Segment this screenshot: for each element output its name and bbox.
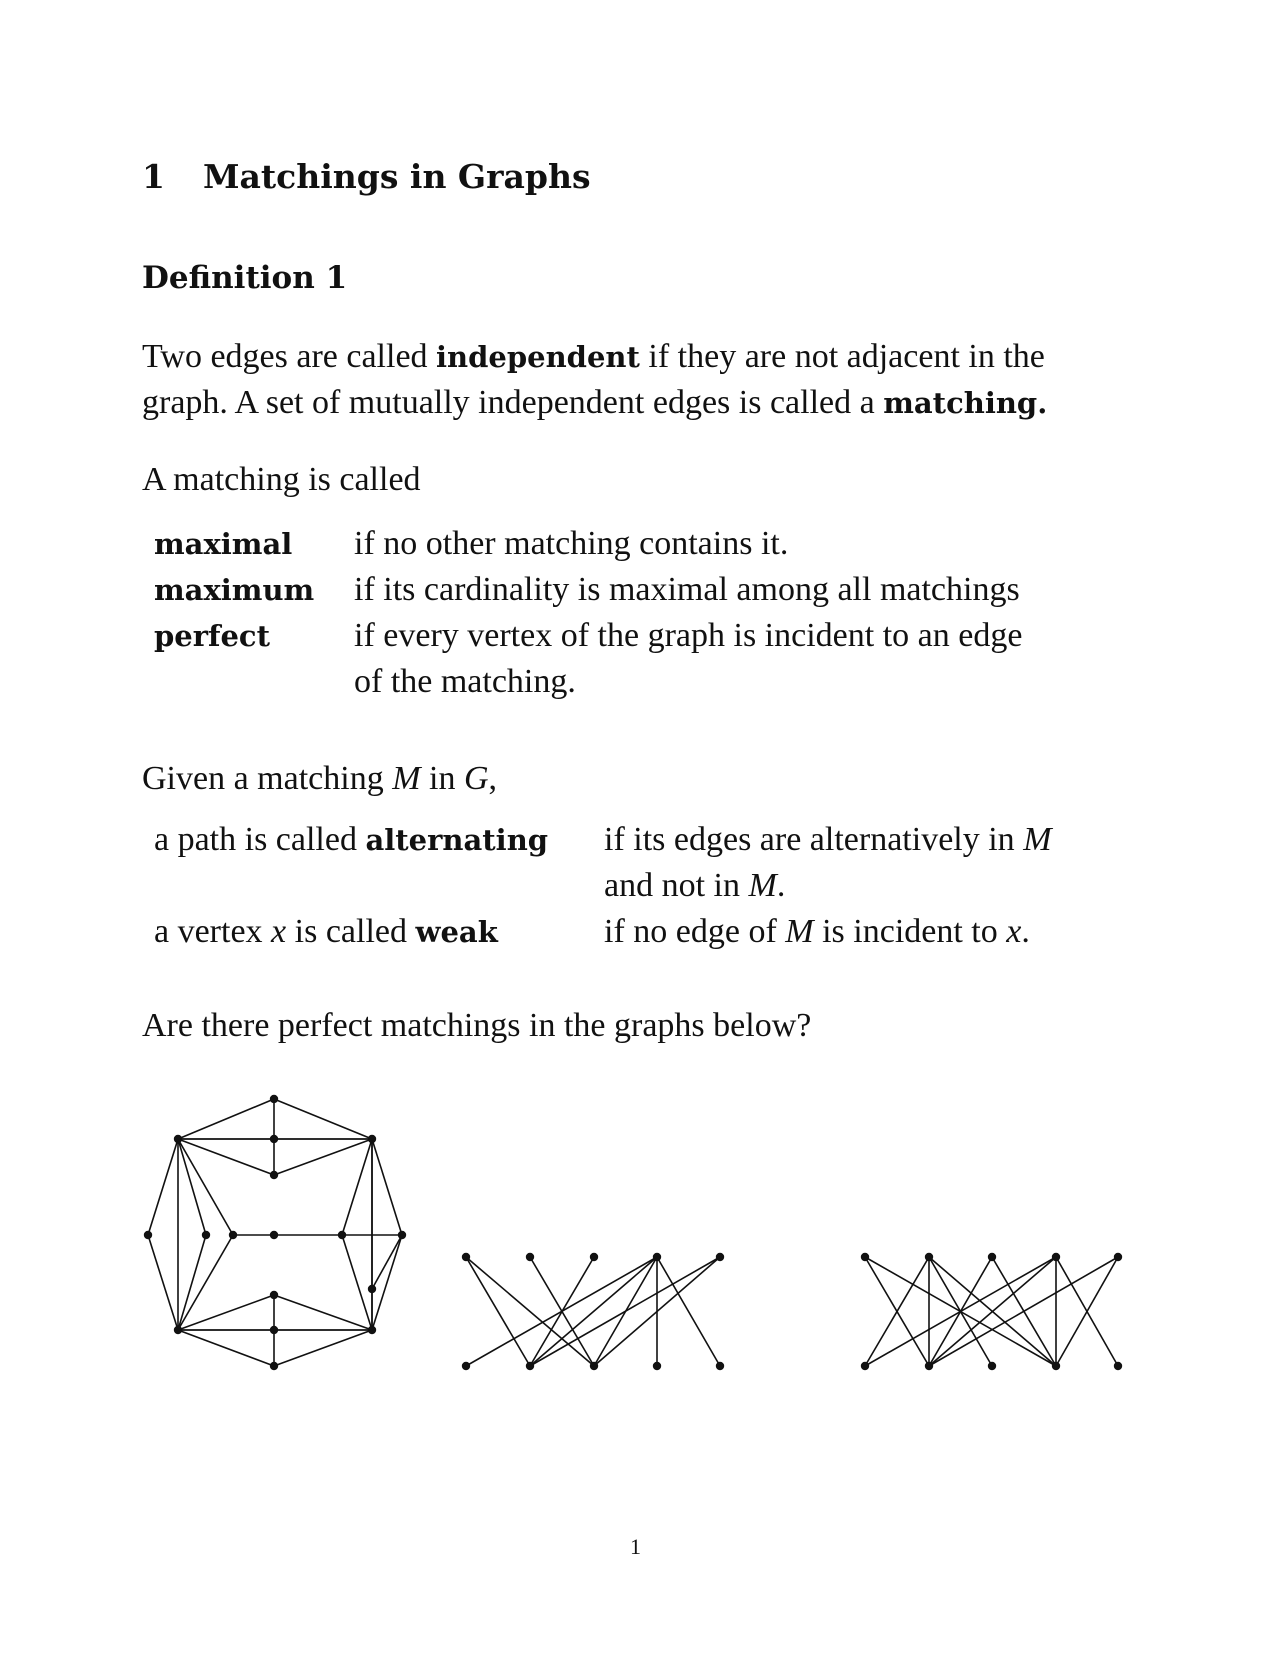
- graph-vertex: [202, 1231, 210, 1239]
- graph-vertex: [270, 1231, 278, 1239]
- term-weak: weak: [415, 915, 498, 949]
- graph-vertex: [590, 1362, 598, 1370]
- math-M: M: [748, 867, 777, 904]
- graph-vertex: [368, 1285, 376, 1293]
- graph-edge: [530, 1257, 657, 1366]
- graph-vertex: [653, 1362, 661, 1370]
- term-maximal: maximal: [154, 527, 293, 561]
- text-segment: if they are not adjacent in the: [639, 338, 1045, 375]
- text-segment: is called: [286, 913, 416, 950]
- desc-perfect-line1: if every vertex of the graph is incident to an edge: [354, 617, 1023, 654]
- term-maximum: maximum: [154, 573, 315, 607]
- graph-vertex: [270, 1171, 278, 1179]
- graph-vertex: [988, 1362, 996, 1370]
- graph-edge: [342, 1139, 372, 1235]
- text-segment: if its edges are alternatively in: [604, 821, 1024, 858]
- graph-edge: [466, 1257, 530, 1366]
- desc-maximal: if no other matching contains it.: [354, 525, 789, 562]
- section-number: 1: [142, 157, 165, 196]
- graph-edge: [274, 1139, 372, 1175]
- graph-vertex: [1114, 1253, 1122, 1261]
- graph-edge: [178, 1330, 274, 1366]
- graph-edge: [274, 1295, 372, 1330]
- graph-edge: [178, 1139, 274, 1175]
- math-M: M: [1023, 821, 1052, 858]
- graph-vertex: [653, 1253, 661, 1261]
- graph-edge: [274, 1099, 372, 1139]
- graph-vertex: [988, 1253, 996, 1261]
- graph-vertex: [861, 1253, 869, 1261]
- graph-vertex: [925, 1253, 933, 1261]
- graph-edge: [148, 1235, 178, 1330]
- text-segment: .: [1021, 913, 1030, 950]
- math-M: M: [392, 760, 421, 797]
- text-segment: if no edge of: [604, 913, 786, 950]
- graph-edge: [178, 1295, 274, 1330]
- graph-vertex: [716, 1253, 724, 1261]
- graph-edge: [274, 1330, 372, 1366]
- graph-vertex: [144, 1231, 152, 1239]
- graph-octagon: [144, 1095, 406, 1370]
- graph-vertex: [270, 1291, 278, 1299]
- graph-vertex: [925, 1362, 933, 1370]
- graph-vertex: [1114, 1362, 1122, 1370]
- graph-edge: [530, 1257, 720, 1366]
- graph-vertex: [861, 1362, 869, 1370]
- graph-vertex: [270, 1326, 278, 1334]
- text-segment: .: [776, 867, 786, 904]
- term-independent: independent: [436, 340, 640, 374]
- graph-vertex: [174, 1326, 182, 1334]
- question: Are there perfect matchings in the graphs below?: [142, 1007, 812, 1044]
- graph-vertex: [1052, 1253, 1060, 1261]
- graph-vertex: [270, 1095, 278, 1103]
- graph-vertex: [368, 1326, 376, 1334]
- graph-bipartite-1: [462, 1253, 724, 1370]
- graph-edge: [342, 1235, 372, 1330]
- definition-title: Definition 1: [142, 260, 348, 296]
- graph-vertex: [462, 1362, 470, 1370]
- text-segment: in: [420, 760, 464, 797]
- text-segment: ,: [488, 760, 498, 797]
- graph-vertex: [526, 1362, 534, 1370]
- graph-bipartite-2: [861, 1253, 1122, 1370]
- graph-edge: [178, 1139, 233, 1235]
- matching-intro: A matching is called: [142, 461, 421, 498]
- graph-vertex: [716, 1362, 724, 1370]
- term-matching: matching.: [883, 386, 1048, 420]
- text-segment: Two edges are called: [142, 338, 437, 375]
- graph-edge: [148, 1139, 178, 1235]
- math-x: x: [1006, 913, 1022, 950]
- graph-vertex: [398, 1231, 406, 1239]
- graph-vertex: [338, 1231, 346, 1239]
- graph-vertex: [270, 1135, 278, 1143]
- math-G: G: [463, 760, 489, 797]
- graph-vertex: [229, 1231, 237, 1239]
- graph-vertex: [270, 1362, 278, 1370]
- math-M: M: [785, 913, 814, 950]
- desc-perfect-line2: of the matching.: [354, 663, 576, 700]
- graph-vertex: [526, 1253, 534, 1261]
- text-segment: Given a matching: [142, 760, 393, 797]
- graph-edge: [466, 1257, 594, 1366]
- graph-edge: [466, 1257, 657, 1366]
- graph-edge: [178, 1235, 206, 1330]
- graph-vertex: [1052, 1362, 1060, 1370]
- text-segment: a path is called: [154, 821, 366, 858]
- text-segment: a vertex: [154, 913, 272, 950]
- text-segment: and not in: [604, 867, 749, 904]
- graph-edge: [657, 1257, 720, 1366]
- math-x: x: [271, 913, 287, 950]
- graph-edge: [178, 1139, 206, 1235]
- graph-vertex: [462, 1253, 470, 1261]
- graph-edge: [929, 1257, 1118, 1366]
- text-segment: is incident to: [813, 913, 1007, 950]
- graph-vertex: [590, 1253, 598, 1261]
- section-title: Matchings in Graphs: [203, 157, 591, 196]
- graph-edge: [178, 1099, 274, 1139]
- term-perfect: perfect: [154, 619, 270, 653]
- text-segment: graph. A set of mutually independent edges is called a: [142, 384, 884, 421]
- graph-vertex: [174, 1135, 182, 1143]
- term-alternating: alternating: [365, 823, 549, 857]
- graph-vertex: [368, 1135, 376, 1143]
- page-number: 1: [630, 1534, 641, 1559]
- graph-edge: [372, 1139, 402, 1235]
- graph-edge: [178, 1235, 233, 1330]
- desc-maximum: if its cardinality is maximal among all matchings: [354, 571, 1020, 608]
